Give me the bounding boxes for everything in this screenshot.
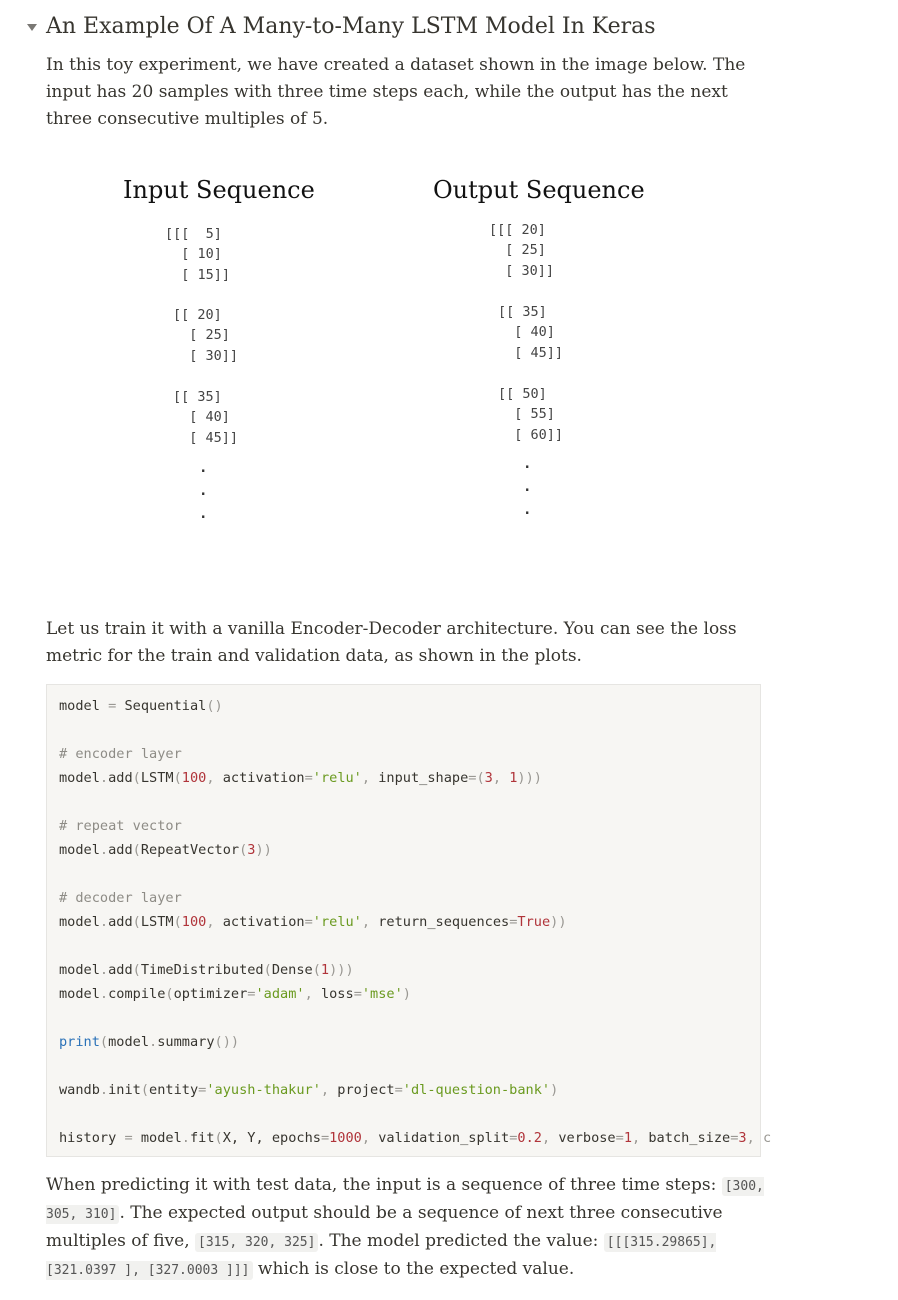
output-sequence-title: Output Sequence: [433, 176, 645, 204]
output-block-3: [[ 50] [ 55] [ 60]]: [498, 386, 564, 443]
toggle-triangle-icon[interactable]: [27, 24, 37, 31]
prediction-paragraph: [46, 1172, 766, 1284]
prediction-text-2: . The expected output should be a sequence of next three consecutive multiples of five,: [46, 1203, 723, 1251]
prediction-text-3: . The model predicted the value:: [318, 1231, 604, 1251]
input-block-3: [[ 35] [ 40] [ 45]]: [173, 389, 239, 446]
code-content: model = Sequential() # encoder layer model.add(LSTM(100, activation='relu', input_shape=(3, 1))) # repeat vector model.add(RepeatVector(3)) # decoder layer model.add(LSTM(100, activation='relu', return_sequences=True)) model.add(TimeDistributed(Dense(1))) model.compile(optimizer='adam', loss='mse') print(model.summary()) wandb.init(entity='ayush-thakur', project='dl-question-bank') history = model.fit(X, Y, epochs=1000, validation_split=0.2, verbose=1, batch_size=3, c: [59, 698, 772, 1146]
train-paragraph: Let us train it with a vanilla Encoder-Decoder architecture. You can see the loss metric for the train and validation data, as shown in the plots.: [46, 619, 737, 666]
sequence-figure: [46, 160, 766, 580]
section-heading: [27, 14, 656, 39]
input-block-2: [[ 20] [ 25] [ 30]]: [173, 307, 239, 364]
output-ellipsis: . . .: [523, 456, 532, 518]
section-title: An Example Of A Many-to-Many LSTM Model In Keras: [46, 14, 656, 39]
input-ellipsis: . . .: [199, 460, 208, 522]
predicted-value-code: [[[315.29865], [321.0397 ], [327.0003 ]]]: [46, 1235, 717, 1278]
test-input-code: [300, 305, 310]: [46, 1179, 764, 1222]
expected-output-code: [315, 320, 325]: [195, 1233, 318, 1252]
output-block-1: [[[ 20] [ 25] [ 30]]: [489, 222, 555, 279]
code-block[interactable]: [46, 684, 772, 1157]
intro-paragraph: In this toy experiment, we have created a dataset shown in the image below. The input has 20 samples with three time steps each, while the output has the next three consecutive multiples of 5.: [46, 55, 746, 129]
prediction-text-4: which is close to the expected value.: [252, 1259, 575, 1279]
input-block-1: [[[ 5] [ 10] [ 15]]: [165, 226, 231, 283]
input-sequence-title: Input Sequence: [123, 176, 315, 204]
output-block-2: [[ 35] [ 40] [ 45]]: [498, 304, 564, 361]
prediction-text-1: When predicting it with test data, the input is a sequence of three time steps:: [46, 1175, 722, 1195]
